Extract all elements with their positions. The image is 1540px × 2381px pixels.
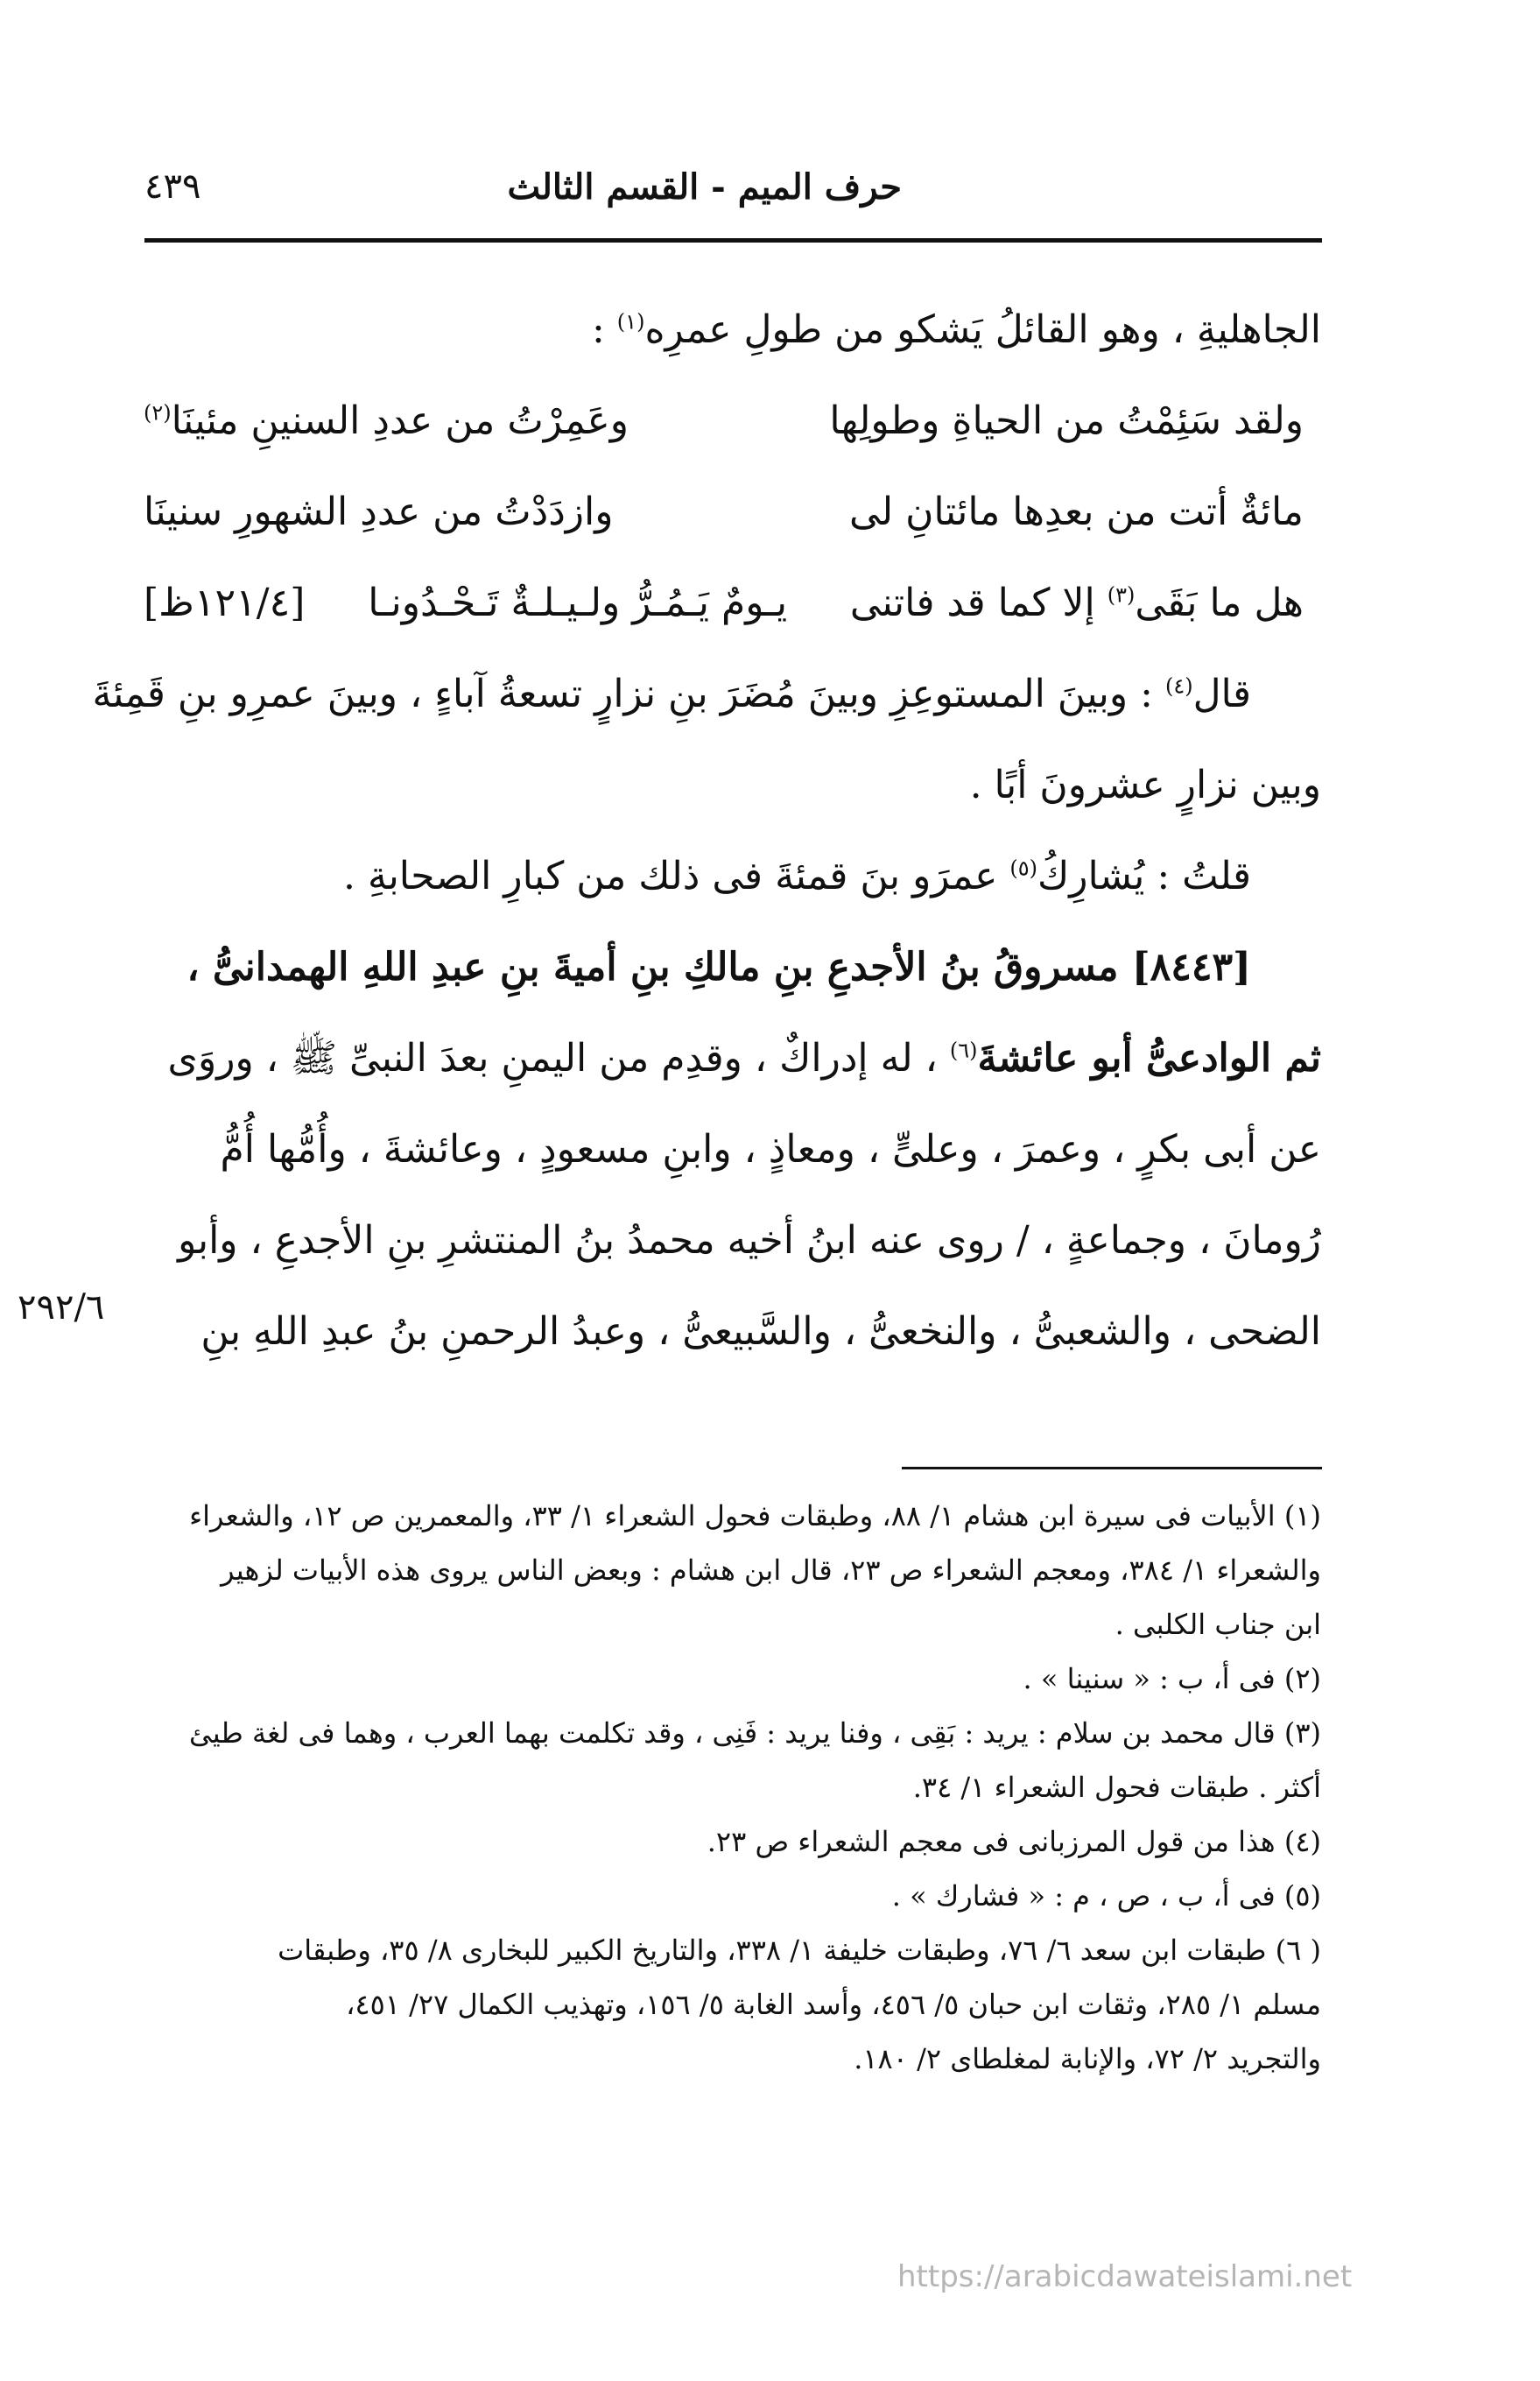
footnote-1: (١) الأبيات فى سيرة ابن هشام ١/ ٨٨، وطبقات فحول الشعراء ١/ ٣٣، والمعمرين ص ١٢، والشعراء [189, 1499, 1321, 1532]
text-line-6: وبين نزارٍ عشرونَ أبًا . [969, 763, 1321, 807]
main-text [92, 285, 1321, 1377]
footnote-1-continued: ابن جناب الكلبى . [1115, 1608, 1321, 1641]
text-line-5: قال$^{(٤)}$ : وبينَ المستوعِزِ وبينَ مُضَرَ بنِ نزارٍ تسعةُ آباءٍ ، وبينَ عمرِو بنِ قَمِئةَ [92, 672, 1251, 716]
header-rule [144, 238, 1322, 243]
footnote-3: (٣) قال محمد بن سلام : يريد : بَقِى ، وفنا يريد : فَنِى ، وقد تكلمت بهما العرب ، وهما فى لغة طيئ [189, 1716, 1321, 1750]
footnote-ref-3: (٣) [1107, 582, 1136, 608]
verse-1-first-hemistich: ولقد سَئِمْتُ من الحياةِ وطولِها [829, 398, 1304, 443]
footnote-5: (٥) فى أ، ب ، ص ، م : « فشارك » . [891, 1879, 1321, 1913]
footnote-6-continued: والتجريد ٢/ ٧٢، والإنابة لمغلطاى ٢/ ١٨٠. [854, 2042, 1321, 2075]
watermark: https://arabicdawateislami.net [897, 2259, 1353, 2294]
footnote-3-continued: أكثر . طبقات فحول الشعراء ١/ ٣٤. [912, 1771, 1321, 1804]
page-header [144, 166, 1322, 228]
entry-heading: [٨٤٤٣] مسروقُ بنُ الأجدعِ بنِ مالكِ بنِ أميةَ بنِ عبدِ اللهِ الهمدانىُّ ، [186, 945, 1251, 990]
verse-2 [144, 467, 1321, 558]
text-line-9: ثم الوادعىُّ أبو عائشةَ$^{(٦)}$ ، له إدراكٌ ، وقدِم من اليمنِ بعدَ النبىِّ ﷺ ، وروَى [167, 1036, 1321, 1081]
footnote-1-continued: والشعراء ١/ ٣٨٤، ومعجم الشعراء ص ٢٣، قال ابن هشام : وبعض الناس يروى هذه الأبيات لزهير [221, 1553, 1321, 1587]
margin-reference: ٢٩٢/٦ [18, 1287, 105, 1328]
verse-3 [144, 558, 1321, 649]
text-line-1: الجاهليةِ ، وهو القائلُ يَشكو من طولِ عمرِه$^{(١)}$ : [591, 307, 1321, 352]
verse-1-second-hemistich: وعَمِرْتُ من عددِ السنينِ مئينَا$^{(٢)}$ [144, 398, 629, 443]
footnote-4: (٤) هذا من قول المرزبانى فى معجم الشعراء ص ٢٣. [707, 1825, 1321, 1858]
verse-3-first-hemistich: هل ما بَقَى$^{(٣)}$ إلا كما قد فاتنى [849, 581, 1304, 625]
footnotes [144, 1489, 1321, 2086]
text-line-10: عن أبى بكرٍ ، وعمرَ ، وعلىٍّ ، ومعاذٍ ، وابنِ مسعودٍ ، وعائشةَ ، وأُمُّها أُمُّ [220, 1127, 1321, 1172]
manuscript-folio-marker: [١٢١/٤ظ] [144, 581, 306, 625]
entry-kunya: ثم الوادعىُّ أبو عائشةَ [977, 1036, 1321, 1081]
footnote-6: ( ٦) طبقات ابن سعد ٦/ ٧٦، وطبقات خليفة ١/ ٣٣٨، والتاريخ الكبير للبخارى ٨/ ٣٥، وطبقات [278, 1934, 1321, 1967]
page-number: ٤٣٩ [144, 166, 201, 207]
verse-2-first-hemistich: مائةٌ أتت من بعدِها مائتانِ لى [849, 490, 1304, 534]
footnote-ref-4: (٤) [1164, 673, 1193, 699]
text-line-11: رُومانَ ، وجماعةٍ ، / روى عنه ابنُ أخيه محمدُ بنُ المنتشرِ بنِ الأجدعِ ، وأبو [178, 1218, 1321, 1263]
footnote-6-continued: مسلم ١/ ٢٨٥، وثقات ابن حبان ٥/ ٤٥٦، وأسد الغابة ٥/ ١٥٦، وتهذيب الكمال ٢٧/ ٤٥١، [346, 1988, 1321, 2021]
verse-3-second-hemistich: يـومٌ يَـمُـرُّ ولـيـلـةٌ تَـحْـدُونـا [368, 581, 788, 625]
footnote-2: (٢) فى أ، ب : « سنينا » . [1023, 1662, 1321, 1695]
text-line-12: الضحى ، والشعبىُّ ، والنخعىُّ ، والسَّبيعىُّ ، وعبدُ الرحمنِ بنُ عبدِ اللهِ بنِ [200, 1309, 1321, 1354]
text-line-7: قلتُ : يُشارِكُ$^{(٥)}$ عمرَو بنَ قمئةَ فى ذلك من كبارِ الصحابةِ . [343, 854, 1251, 898]
verse-1 [144, 376, 1321, 467]
running-title: حرف الميم - القسم الثالث [507, 166, 902, 208]
footnote-separator [902, 1467, 1322, 1469]
verse-2-second-hemistich: وازدَدْتُ من عددِ الشهورِ سنينَا [144, 490, 614, 534]
footnote-ref-5: (٥) [1009, 856, 1037, 881]
footnote-ref-6: (٦) [949, 1038, 978, 1063]
footnote-ref-2: (٢) [144, 400, 172, 426]
footnote-ref-1: (١) [616, 309, 645, 335]
